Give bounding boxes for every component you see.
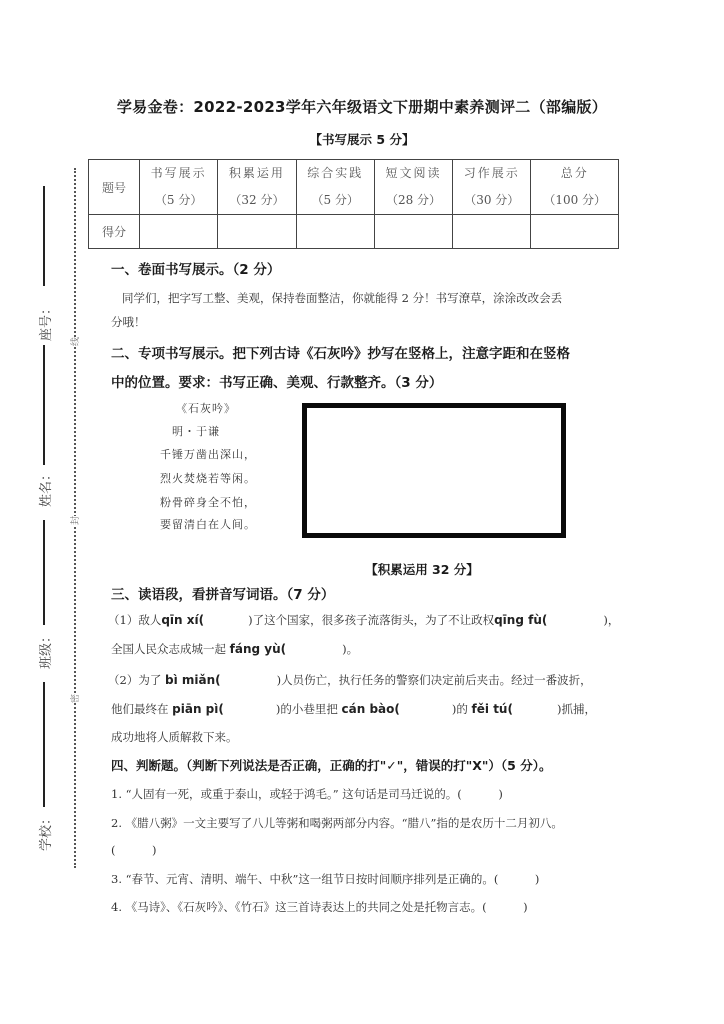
section3-p2-line2: 他们最终在 piān pì( )的小巷里把 cán bào( )的 fěi tú( )抓捕， bbox=[111, 702, 596, 716]
judgement-item-4[interactable]: 4. 《马诗》、《石灰吟》、《竹石》这三首诗表达上的共同之处是托物言志。( ) bbox=[111, 900, 528, 914]
col-writing: 书写展示 （5 分） bbox=[140, 160, 218, 215]
section4-heading: 四、判断题。（判断下列说法是否正确，正确的打"✓"，错误的打"X"）（5 分）。 bbox=[111, 758, 552, 773]
section1-text-line2: 分哦！ bbox=[111, 315, 146, 329]
col-accumulation: 积累运用 （32 分） bbox=[218, 160, 296, 215]
score-table bbox=[88, 159, 619, 249]
score-cell-practice[interactable] bbox=[296, 215, 374, 249]
seat-number-line[interactable] bbox=[43, 186, 45, 286]
name-label: 姓名： bbox=[39, 467, 55, 508]
section3-p1-line2: 全国人民众志成城一起 fáng yù( )。 bbox=[111, 642, 359, 656]
section3-p1-line1: （1）敌人qīn xí( )了这个国家，很多孩子流落街头，为了不让政权qīng fù( )， bbox=[108, 613, 620, 627]
poem-title: 《石灰吟》 bbox=[176, 402, 236, 415]
seal-mark-secret: 密 bbox=[66, 694, 83, 703]
judgement-item-1[interactable]: 1. “人固有一死，或重于泰山，或轻于鸿毛。” 这句话是司马迁说的。( ) bbox=[111, 787, 503, 801]
row-header-question-number: 题号 bbox=[89, 160, 140, 215]
section1-text-line1: 同学们，把字写工整、美观，保持卷面整洁，你就能得 2 分！书写潦草，涂涂改改会丢 bbox=[122, 291, 563, 305]
page-title: 学易金卷：2022-2023学年六年级语文下册期中素养测评二（部编版） bbox=[116, 98, 608, 116]
section3-p2-line1: （2）为了 bì miǎn( )人员伤亡，执行任务的警察们决定前后夹击。经过一番波折， bbox=[108, 673, 592, 687]
name-line-lower[interactable] bbox=[43, 520, 45, 625]
section2-heading-line1: 二、专项书写展示。把下列古诗《石灰吟》抄写在竖格上，注意字距和在竖格 bbox=[111, 346, 570, 362]
score-cell-accumulation[interactable] bbox=[218, 215, 296, 249]
judgement-item-2-blank[interactable]: ( ) bbox=[111, 843, 157, 857]
section-banner-writing: 【书写展示 5 分】 bbox=[309, 132, 415, 147]
section3-p2-line3: 成功地将人质解救下来。 bbox=[111, 730, 238, 744]
poem-line-1: 千锤万凿出深山， bbox=[160, 448, 256, 461]
score-cell-composition[interactable] bbox=[453, 215, 531, 249]
col-reading: 短文阅读 （28 分） bbox=[374, 160, 452, 215]
seal-mark-line: 线 bbox=[66, 337, 83, 346]
poem-writing-box[interactable] bbox=[302, 403, 566, 538]
col-total: 总分 （100 分） bbox=[531, 160, 619, 215]
judgement-item-3[interactable]: 3. “春节、元宵、清明、端午、中秋”这一组节日按时间顺序排列是正确的。( ) bbox=[111, 872, 540, 886]
section3-heading: 三、读语段，看拼音写词语。（7 分） bbox=[111, 587, 335, 603]
seal-mark-seal: 封 bbox=[66, 516, 83, 525]
judgement-item-2[interactable]: 2. 《腊八粥》一文主要写了八儿等粥和喝粥两部分内容。“腊八”指的是农历十二月初八。 bbox=[111, 816, 563, 830]
seat-number-label: 座号： bbox=[39, 301, 55, 342]
school-label: 学校： bbox=[39, 811, 55, 852]
score-cell-writing[interactable] bbox=[140, 215, 218, 249]
score-cell-total[interactable] bbox=[531, 215, 619, 249]
score-cell-reading[interactable] bbox=[374, 215, 452, 249]
poem-line-4: 要留清白在人间。 bbox=[160, 518, 256, 531]
row-header-score: 得分 bbox=[89, 215, 140, 249]
section2-heading-line2: 中的位置。要求：书写正确、美观、行款整齐。（3 分） bbox=[111, 375, 443, 391]
col-composition: 习作展示 （30 分） bbox=[453, 160, 531, 215]
poem-line-2: 烈火焚烧若等闲。 bbox=[160, 472, 256, 485]
section1-heading: 一、卷面书写展示。（2 分） bbox=[111, 262, 281, 278]
class-line[interactable] bbox=[43, 682, 45, 807]
class-label: 班级： bbox=[39, 629, 55, 670]
name-line[interactable] bbox=[43, 400, 45, 465]
poem-line-3: 粉骨碎身全不怕， bbox=[160, 496, 256, 509]
section-banner-accumulation: 【积累运用 32 分】 bbox=[365, 562, 479, 577]
poem-author: 明・于谦 bbox=[172, 425, 220, 438]
col-practice: 综合实践 （5 分） bbox=[296, 160, 374, 215]
